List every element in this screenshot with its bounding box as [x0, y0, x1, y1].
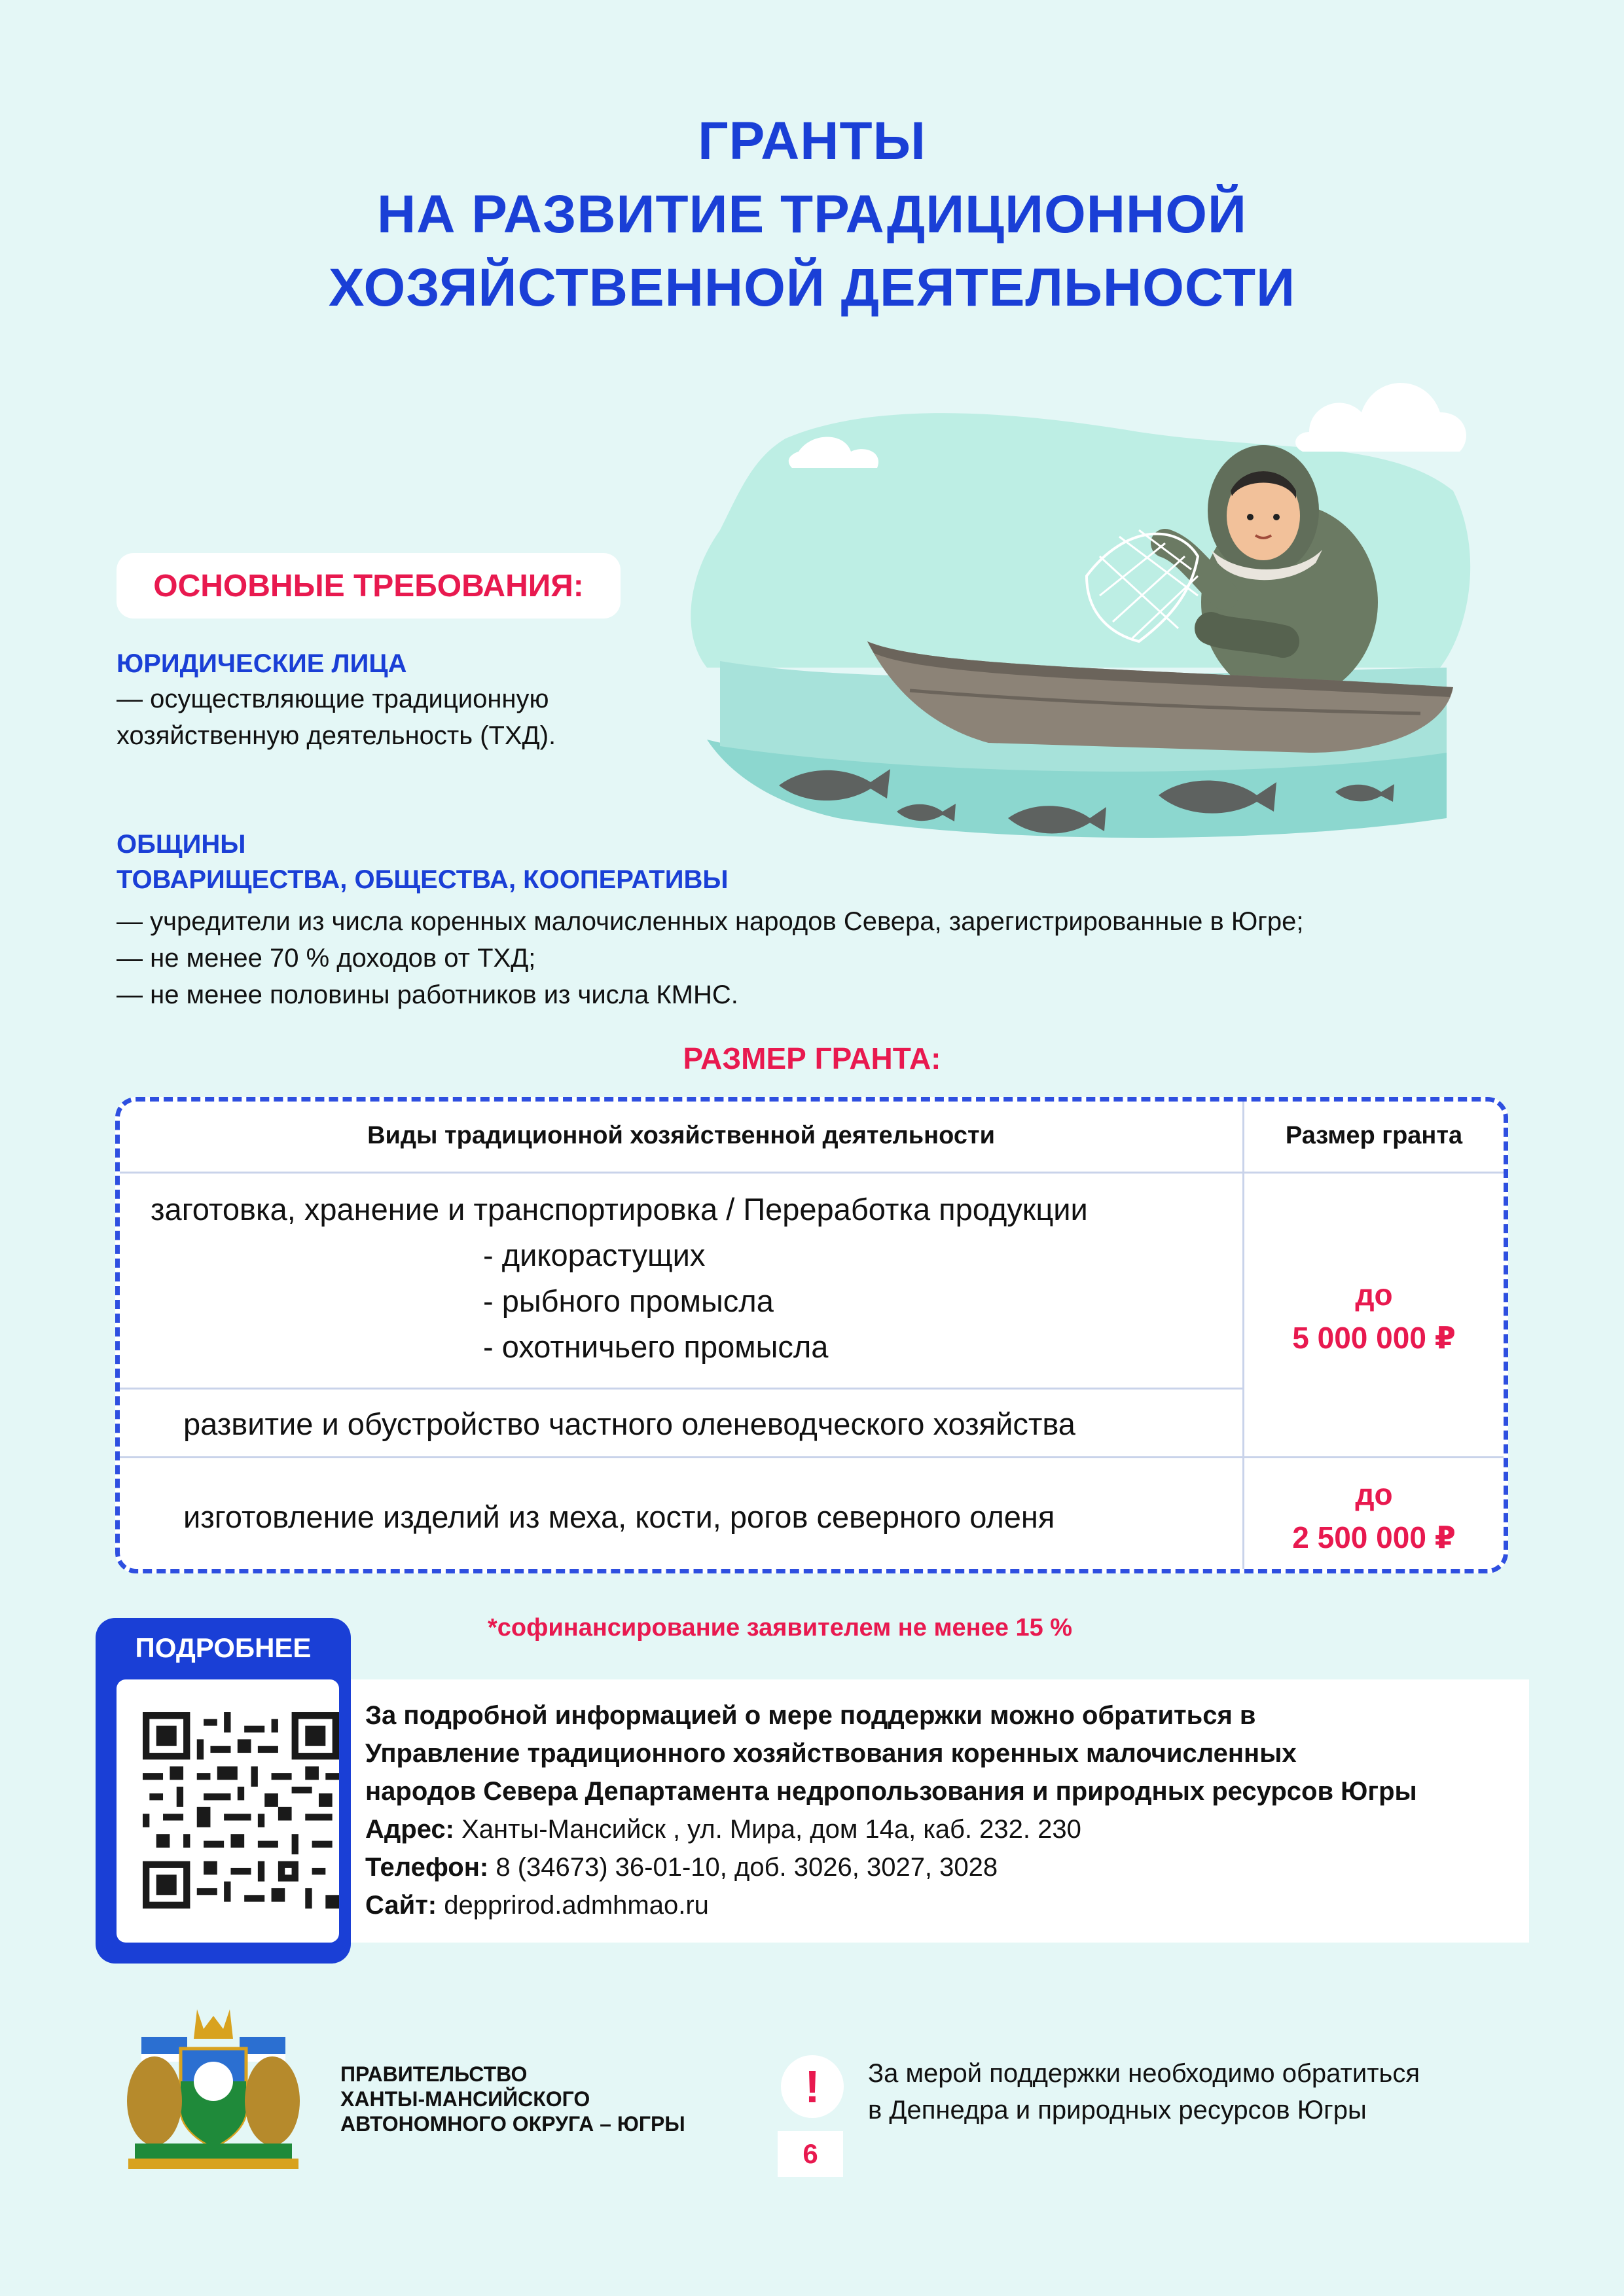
title-line-1: ГРАНТЫ — [698, 111, 926, 171]
row1-line-2: - дикорастущих — [483, 1238, 706, 1272]
info-intro-line-1: За подробной информацией о мере поддержки можно обратиться в — [365, 1701, 1256, 1730]
coat-of-arms-logo — [115, 2003, 312, 2173]
fisherman-illustration — [681, 360, 1486, 844]
phone-value[interactable]: 8 (34673) 36-01-10, доб. 3026, 3027, 3028 — [496, 1853, 998, 1882]
contact-info-text — [365, 1696, 1417, 1924]
requirement-item-1: — учредители из числа коренных малочисленных народов Севера, зарегистрированные в Югре; — [117, 907, 1304, 936]
column-header-activity: Виды традиционной хозяйственной деятельности — [367, 1122, 995, 1149]
table-row-divider-2 — [120, 1456, 1504, 1458]
address-value: Ханты-Мансийск , ул. Мира, дом 14а, каб. 232. 230 — [461, 1815, 1081, 1844]
row1-line-1: заготовка, хранение и транспортировка / Переработка продукции — [151, 1192, 1088, 1227]
site-link[interactable]: depprirod.admhmao.ru — [444, 1891, 709, 1920]
grant-size-title: РАЗМЕР ГРАНТА: — [683, 1041, 941, 1075]
qr-code-container[interactable] — [117, 1679, 339, 1943]
title-line-2: НА РАЗВИТИЕ ТРАДИЦИОННОЙ — [377, 185, 1247, 244]
grant-amount-1 — [1244, 1273, 1504, 1359]
grant-amount-1-value: 5 000 000 ₽ — [1292, 1321, 1456, 1355]
requirement-item-3: — не менее половины работников из числа КМНС. — [117, 980, 738, 1009]
row3-text: изготовление изделий из меха, кости, рогов северного оленя — [183, 1499, 1055, 1534]
support-line-2: в Депнедра и природных ресурсов Югры — [868, 2096, 1367, 2125]
grant-amount-2 — [1244, 1473, 1504, 1559]
page-number: 6 — [778, 2131, 843, 2177]
address-label: Адрес: — [365, 1815, 454, 1844]
exclamation-icon: ! — [781, 2055, 844, 2118]
title-line-3: ХОЗЯЙСТВЕННОЙ ДЕЯТЕЛЬНОСТИ — [328, 258, 1296, 317]
column-header-amount: Размер гранта — [1285, 1122, 1463, 1149]
grant-amount-2-value: 2 500 000 ₽ — [1292, 1520, 1456, 1554]
row2-text: развитие и обустройство частного оленеводческого хозяйства — [183, 1407, 1075, 1441]
cofinancing-note: *софинансирование заявителем не менее 15 % — [488, 1614, 1073, 1641]
legal-entities-line-2: хозяйственную деятельность (ТХД). — [117, 721, 556, 750]
grant-amount-1-prefix: до — [1355, 1278, 1393, 1312]
more-info-label: ПОДРОБНЕЕ — [135, 1632, 312, 1663]
legal-entities-heading: ЮРИДИЧЕСКИЕ ЛИЦА — [117, 649, 407, 678]
row1-line-4: - охотничьего промысла — [483, 1329, 829, 1364]
gov-line-2: ХАНТЫ-МАНСИЙСКОГО — [340, 2087, 590, 2111]
table-row-divider-1 — [120, 1388, 1242, 1390]
gov-line-3: АВТОНОМНОГО ОКРУГА – ЮГРЫ — [340, 2112, 685, 2136]
table-header-divider — [120, 1172, 1504, 1174]
government-name — [340, 2062, 685, 2136]
support-line-1: За мерой поддержки необходимо обратиться — [868, 2059, 1420, 2088]
info-intro-line-2: Управление традиционного хозяйствования коренных малочисленных — [365, 1739, 1297, 1768]
qr-code-icon[interactable] — [143, 1712, 339, 1909]
info-intro-line-3: народов Севера Департамента недропользования и природных ресурсов Югры — [365, 1777, 1417, 1806]
address-row — [365, 1810, 1417, 1848]
partnerships-heading: ТОВАРИЩЕСТВА, ОБЩЕСТВА, КООПЕРАТИВЫ — [117, 865, 729, 894]
requirement-item-2: — не менее 70 % доходов от ТХД; — [117, 944, 536, 973]
requirements-label: ОСНОВНЫЕ ТРЕБОВАНИЯ: — [117, 553, 621, 619]
communities-heading: ОБЩИНЫ — [117, 830, 246, 859]
phone-label: Телефон: — [365, 1853, 489, 1882]
gov-line-1: ПРАВИТЕЛЬСТВО — [340, 2062, 528, 2086]
site-row — [365, 1886, 1417, 1924]
page-title — [0, 105, 1624, 325]
legal-entities-line-1: — осуществляющие традиционную — [117, 685, 549, 713]
support-note — [868, 2055, 1420, 2128]
row1-line-3: - рыбного промысла — [483, 1283, 774, 1318]
site-label: Сайт: — [365, 1891, 437, 1920]
phone-row — [365, 1848, 1417, 1886]
grant-amount-2-prefix: до — [1355, 1477, 1393, 1511]
